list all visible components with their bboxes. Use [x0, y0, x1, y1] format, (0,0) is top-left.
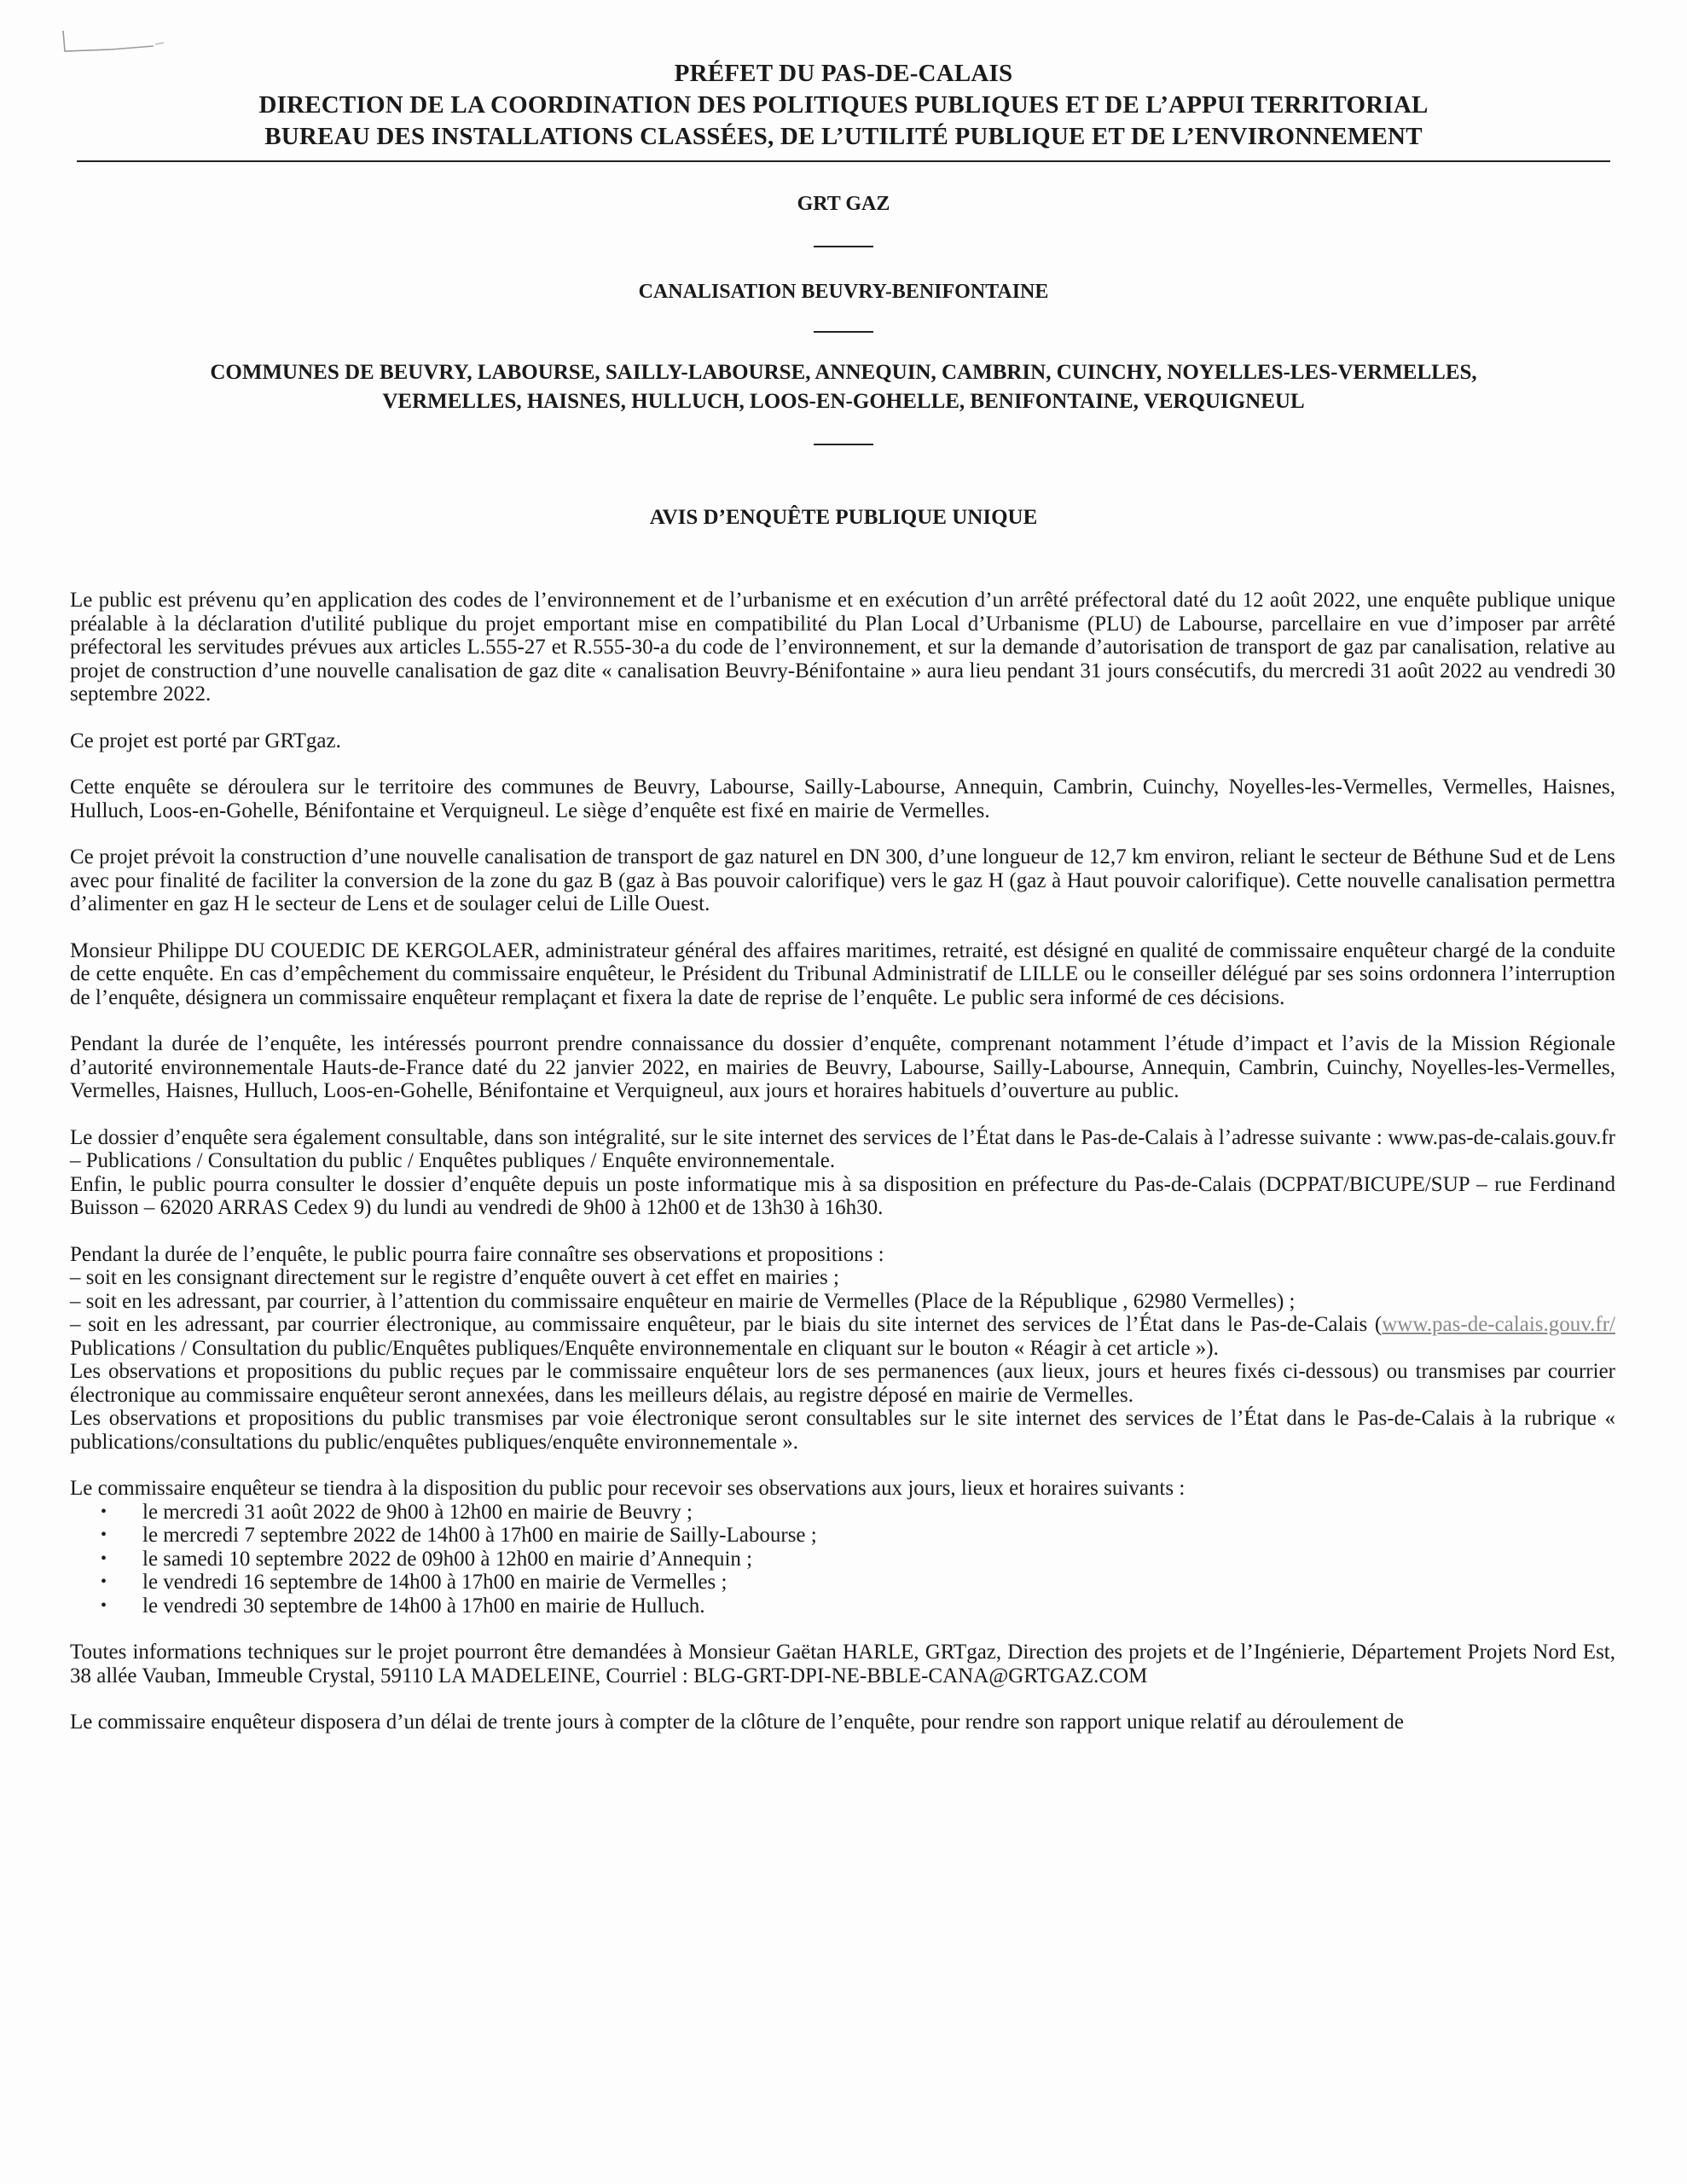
paragraph-observations-annexed: Les observations et propositions du public reçues par le commissaire enquêteur lors de ses permanences (aux lieux, jours et heures fixés ci-dessous) ou transmises par courrier électronique au commissaire enquêteur seront annexées, dans les meilleurs délais, au registre déposé en mairie de Vermelles.	[70, 1360, 1615, 1407]
paragraph-inquiry-announcement: Le public est prévenu qu’en application des codes de l’environnement et de l’urbanisme et en exécution d’un arrêté préfectoral daté du 12 août 2022, une enquête publique unique préalable à la déclaration d'utilité publique du projet emportant mise en compatibilité du Plan Local d’Urbanisme (PLU) de Labourse, parcellaire en vue d’imposer par arrêté préfectoral les servitudes prévues aux articles L.555-27 et R.555-30-a du code de l’environnement, et sur la demande d’autorisation de transport de gaz par canalisation, relative au projet de construction d’une nouvelle canalisation de gaz dite « canalisation Beuvry-Bénifontaine » aura lieu pendant 31 jours consécutifs, du mercredi 31 août 2022 au vendredi 30 septembre 2022.	[70, 589, 1615, 706]
paragraph-file-consultation: Pendant la durée de l’enquête, les intéressés pourront prendre connaissance du dossier d’enquête, comprenant notamment l’étude d’impact et l’avis de la Mission Régionale d’autorité environnementale Hauts-de-France daté du 22 janvier 2022, en mairies de Beuvry, Labourse, Sailly-Labourse, Annequin, Cambrin, Cuinchy, Noyelles-les-Vermelles, Vermelles, Haisnes, Hulluch, Loos-en-Gohelle, Bénifontaine et Verquigneul, aux jours et horaires habituels d’ouverture au public.	[70, 1032, 1615, 1102]
list-item: • le vendredi 16 septembre de 14h00 à 17h00 en mairie de Vermelles ;	[70, 1571, 1615, 1594]
paragraph-online-file: Le dossier d’enquête sera également consultable, dans son intégralité, sur le site internet des services de l’État dans le Pas-de-Calais à l’adresse suivante : www.pas-de-calais.gouv.fr – Publications / Consultation du public / Enquêtes publiques / Enquête environnementale.	[70, 1125, 1615, 1172]
email-method-text-start: – soit en les adressant, par courrier électronique, au commissaire enquêteur, par le biais du site internet des services de l’État dans le Pas-de-Calais (	[70, 1313, 1383, 1336]
project-name: CANALISATION BEUVRY-BENIFONTAINE	[638, 281, 1049, 303]
handwritten-mark	[60, 26, 171, 60]
prefecture-header	[0, 58, 1687, 153]
paragraph-technical-contact: Toutes informations techniques sur le projet pourront être demandées à Monsieur Gaëtan HARLE, GRTgaz, Direction des projets et de l’Ingénierie, Département Projets Nord Est, 38 allée Vauban, Immeuble Crystal, 59110 LA MADELEINE, Courriel : BLG-GRT-DPI-NE-BBLE-CANA@GRTGAZ.COM	[70, 1641, 1615, 1687]
section-divider	[814, 246, 873, 247]
section-divider	[814, 331, 873, 333]
paragraph-report-deadline: Le commissaire enquêteur disposera d’un délai de trente jours à compter de la clôture de l’enquête, pour rendre son rapport unique relatif au déroulement de	[70, 1711, 1404, 1734]
paragraph-territory: Cette enquête se déroulera sur le territoire des communes de Beuvry, Labourse, Sailly-Labourse, Annequin, Cambrin, Cuinchy, Noyelles-les-Vermelles, Vermelles, Haisnes, Hulluch, Loos-en-Gohelle, Bénifontaine et Verquigneul. Le siège d’enquête est fixé en mairie de Vermelles.	[70, 775, 1615, 822]
company-name: GRT GAZ	[797, 193, 890, 215]
observation-method-mail: – soit en les adressant, par courrier, à l’attention du commissaire enquêteur en mairie de Vermelles (Place de la République , 62980 Vermelles) ;	[70, 1289, 1296, 1313]
paragraph-commissioner: Monsieur Philippe DU COUEDIC DE KERGOLAER, administrateur général des affaires maritimes, retraité, est désigné en qualité de commissaire enquêteur chargé de la conduite de cette enquête. En cas d’empêchement du commissaire enquêteur, le Président du Tribunal Administratif de LILLE ou le conseiller délégué par ses soins ordonnera l’interruption de l’enquête, désignera un commissaire enquêteur remplaçant et fixera la date de reprise de l’enquête. Le public sera informé de ces décisions.	[70, 938, 1615, 1009]
notice-body	[70, 589, 1615, 1734]
list-item: • le vendredi 30 septembre de 14h00 à 17h00 en mairie de Hulluch.	[70, 1594, 1615, 1618]
communes-line-2: VERMELLES, HAISNES, HULLUCH, LOOS-EN-GOHELLE, BENIFONTAINE, VERQUIGNEUL	[382, 390, 1305, 413]
section-divider	[814, 444, 873, 445]
list-item: • le mercredi 7 septembre 2022 de 14h00 à 17h00 en mairie de Sailly-Labourse ;	[70, 1524, 1615, 1548]
paragraph-observations-intro: Pendant la durée de l’enquête, le public pourra faire connaître ses observations et propositions :	[70, 1242, 884, 1266]
prefecture-name: PRÉFET DU PAS-DE-CALAIS	[674, 60, 1013, 87]
paragraph-project-description: Ce projet prévoit la construction d’une nouvelle canalisation de transport de gaz naturel en DN 300, d’une longueur de 12,7 km environ, reliant le secteur de Béthune Sud et de Lens avec pour finalité de faciliter la conversion de la zone du gaz B (gaz à Bas pouvoir calorifique) vers le gaz H (gaz à Haut pouvoir calorifique). Cette nouvelle canalisation permettra d’alimenter en gaz H le secteur de Lens et de soulager celui de Lille Ouest.	[70, 845, 1615, 915]
observation-method-register: – soit en les consignant directement sur le registre d’enquête ouvert à cet effet en mairies ;	[70, 1266, 839, 1289]
notice-title: AVIS D’ENQUÊTE PUBLIQUE UNIQUE	[649, 506, 1038, 529]
paragraph-observations-online: Les observations et propositions du public transmises par voie électronique seront consultables sur le site internet des services de l’État dans le Pas-de-Calais à la rubrique « publications/consultations du public/enquêtes publiques/enquête environnementale ».	[70, 1407, 1615, 1454]
bureau-name: BUREAU DES INSTALLATIONS CLASSÉES, DE L’UTILITÉ PUBLIQUE ET DE L’ENVIRONNEMENT	[264, 123, 1423, 150]
communes-line-1: COMMUNES DE BEUVRY, LABOURSE, SAILLY-LABOURSE, ANNEQUIN, CAMBRIN, CUINCHY, NOYELLES-LES-VERMELLES,	[210, 361, 1477, 384]
email-method-text-end: Publications / Consultation du public/Enquêtes publiques/Enquête environnementale en cliquant sur le bouton « Réagir à cet article »).	[70, 1336, 1219, 1360]
paragraph-prefecture-terminal: Enfin, le public pourra consulter le dossier d’enquête depuis un poste informatique mis à sa disposition en préfecture du Pas-de-Calais (DCPPAT/BICUPE/SUP – rue Ferdinand Buisson – 62020 ARRAS Cedex 9) du lundi au vendredi de 9h00 à 12h00 et de 13h30 à 16h30.	[70, 1172, 1615, 1219]
prefecture-website-link[interactable]: www.pas-de-calais.gouv.fr/	[1382, 1313, 1615, 1336]
paragraph-project-owner: Ce projet est porté par GRTgaz.	[70, 729, 341, 752]
directorate-name: DIRECTION DE LA COORDINATION DES POLITIQUES PUBLIQUES ET DE L’APPUI TERRITORIAL	[258, 91, 1429, 119]
list-item: • le samedi 10 septembre 2022 de 09h00 à 12h00 en mairie d’Annequin ;	[70, 1548, 1615, 1571]
communes-list	[0, 358, 1687, 416]
permanences-list	[70, 1501, 1615, 1618]
list-item: • le mercredi 31 août 2022 de 9h00 à 12h00 en mairie de Beuvry ;	[70, 1501, 1615, 1525]
paragraph-permanences-intro: Le commissaire enquêteur se tiendra à la disposition du public pour recevoir ses observations aux jours, lieux et horaires suivants :	[70, 1477, 1186, 1500]
observation-method-email	[70, 1313, 1615, 1360]
header-divider	[77, 160, 1610, 162]
